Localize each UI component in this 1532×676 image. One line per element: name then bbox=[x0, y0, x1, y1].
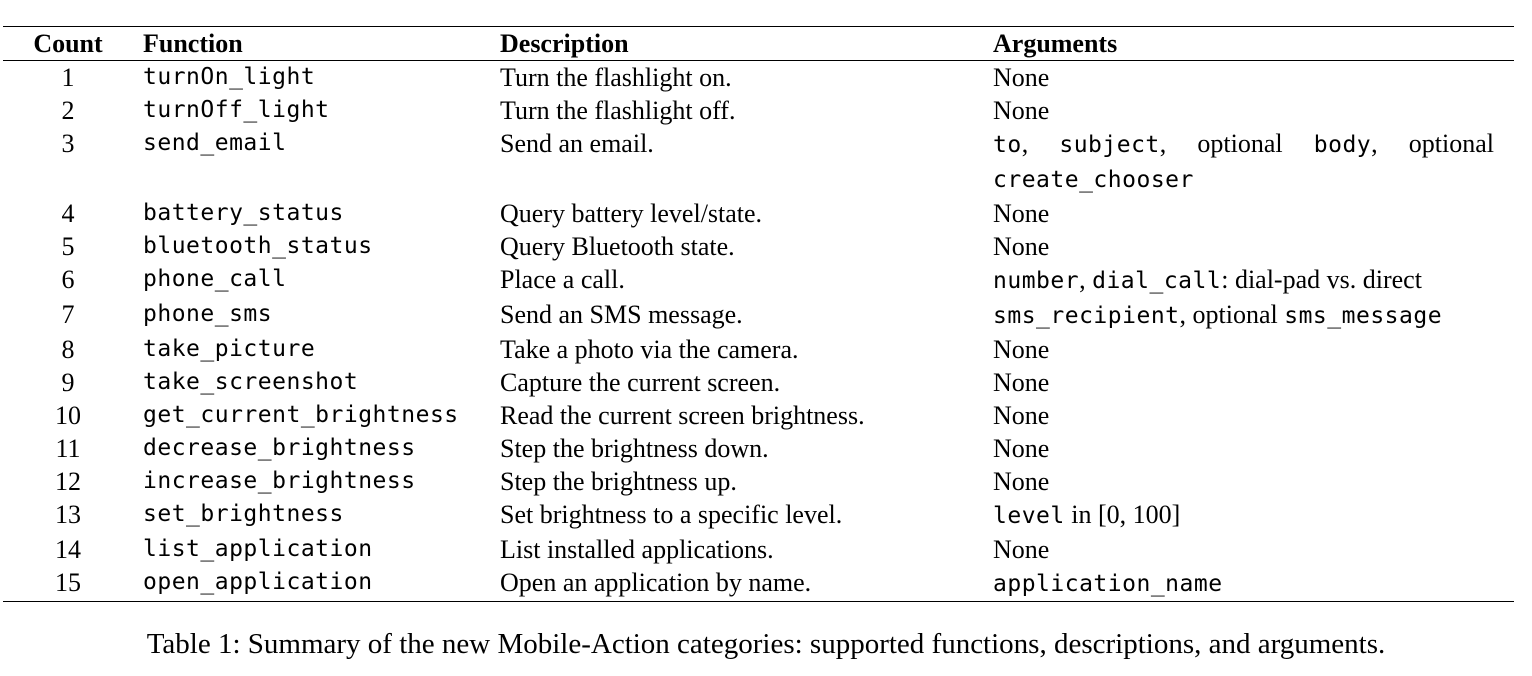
cell-function: get_current_brightness bbox=[143, 402, 459, 428]
table-row bbox=[3, 230, 1514, 263]
functions-table-container bbox=[3, 26, 1514, 602]
argument-text: , optional bbox=[1159, 129, 1314, 158]
header-function: Function bbox=[143, 29, 243, 58]
cell-function: take_screenshot bbox=[143, 369, 359, 395]
cell-arguments bbox=[983, 432, 1514, 465]
cell-description: Place a call. bbox=[500, 265, 625, 294]
argument-text: None bbox=[993, 199, 1050, 228]
table-row bbox=[3, 298, 1514, 333]
cell-description: Send an SMS message. bbox=[500, 300, 743, 329]
cell-description: Step the brightness up. bbox=[500, 467, 737, 496]
cell-count: 2 bbox=[61, 96, 75, 125]
cell-arguments bbox=[983, 94, 1514, 127]
cell-arguments bbox=[983, 333, 1514, 366]
functions-table bbox=[3, 26, 1514, 602]
cell-arguments bbox=[983, 366, 1514, 399]
argument-name: to bbox=[993, 132, 1022, 158]
table-row bbox=[3, 399, 1514, 432]
table-row bbox=[3, 197, 1514, 230]
header-count: Count bbox=[33, 29, 103, 58]
cell-description: Send an email. bbox=[500, 129, 654, 158]
cell-function: battery_status bbox=[143, 200, 344, 226]
cell-description: List installed applications. bbox=[500, 535, 774, 564]
cell-arguments bbox=[983, 298, 1514, 333]
argument-text: None bbox=[993, 232, 1050, 261]
cell-count: 9 bbox=[61, 368, 75, 397]
cell-count: 14 bbox=[55, 535, 81, 564]
argument-name: number bbox=[993, 268, 1080, 294]
cell-function: turnOff_light bbox=[143, 97, 330, 123]
argument-text: in [0, 100] bbox=[1064, 500, 1181, 529]
table-row bbox=[3, 432, 1514, 465]
cell-arguments bbox=[983, 566, 1514, 602]
cell-description: Query Bluetooth state. bbox=[500, 232, 735, 261]
cell-count: 1 bbox=[61, 63, 75, 92]
argument-name: sms_recipient bbox=[993, 303, 1180, 329]
cell-function: decrease_brightness bbox=[143, 435, 416, 461]
table-row bbox=[3, 61, 1514, 95]
argument-name: sms_message bbox=[1284, 303, 1443, 329]
cell-description: Step the brightness down. bbox=[500, 434, 769, 463]
cell-count: 12 bbox=[55, 467, 81, 496]
argument-text: None bbox=[993, 535, 1050, 564]
cell-description: Turn the flashlight off. bbox=[500, 96, 736, 125]
cell-count: 3 bbox=[61, 129, 75, 158]
table-row bbox=[3, 127, 1514, 197]
table-body bbox=[3, 61, 1514, 602]
table-row bbox=[3, 94, 1514, 127]
argument-text: None bbox=[993, 335, 1050, 364]
cell-count: 11 bbox=[55, 434, 81, 463]
cell-function: list_application bbox=[143, 536, 373, 562]
argument-text: None bbox=[993, 434, 1050, 463]
table-caption: Table 1: Summary of the new Mobile-Action categories: supported functions, descriptions, and arguments. bbox=[146, 628, 1386, 660]
header-description: Description bbox=[500, 29, 629, 58]
cell-function: take_picture bbox=[143, 336, 316, 362]
argument-text: None bbox=[993, 96, 1050, 125]
cell-function: turnOn_light bbox=[143, 64, 316, 90]
cell-count: 4 bbox=[61, 199, 75, 228]
argument-text: , bbox=[1021, 129, 1060, 158]
argument-text: : dial-pad vs. direct bbox=[1221, 265, 1422, 294]
cell-description: Set brightness to a specific level. bbox=[500, 500, 843, 529]
table-row bbox=[3, 465, 1514, 498]
cell-count: 5 bbox=[61, 232, 75, 261]
cell-arguments bbox=[983, 230, 1514, 263]
argument-name: dial_call bbox=[1092, 268, 1222, 294]
cell-arguments bbox=[983, 263, 1514, 298]
header-arguments: Arguments bbox=[993, 29, 1118, 58]
cell-count: 8 bbox=[61, 335, 75, 364]
cell-description: Open an application by name. bbox=[500, 568, 812, 597]
argument-name: level bbox=[993, 503, 1065, 529]
table-header bbox=[3, 27, 1514, 61]
argument-text: None bbox=[993, 63, 1050, 92]
argument-text: None bbox=[993, 368, 1050, 397]
cell-count: 6 bbox=[61, 265, 75, 294]
cell-arguments bbox=[983, 127, 1514, 197]
cell-arguments bbox=[983, 465, 1514, 498]
cell-function: phone_call bbox=[143, 266, 287, 292]
cell-arguments bbox=[983, 399, 1514, 432]
cell-description: Capture the current screen. bbox=[500, 368, 781, 397]
argument-name: subject bbox=[1059, 132, 1160, 158]
table-row bbox=[3, 566, 1514, 602]
table-row bbox=[3, 263, 1514, 298]
table-row bbox=[3, 333, 1514, 366]
cell-arguments bbox=[983, 197, 1514, 230]
argument-text: None bbox=[993, 467, 1050, 496]
cell-description: Turn the flashlight on. bbox=[500, 63, 732, 92]
argument-text: None bbox=[993, 401, 1050, 430]
cell-description: Query battery level/state. bbox=[500, 199, 763, 228]
argument-name: application_name bbox=[993, 571, 1223, 597]
argument-text: , bbox=[1079, 265, 1093, 294]
cell-function: open_application bbox=[143, 569, 373, 595]
cell-description: Take a photo via the camera. bbox=[500, 335, 799, 364]
cell-arguments bbox=[983, 498, 1514, 533]
header-row bbox=[3, 27, 1514, 61]
cell-count: 15 bbox=[55, 568, 81, 597]
cell-function: increase_brightness bbox=[143, 468, 416, 494]
argument-name: create_chooser bbox=[993, 167, 1194, 193]
argument-text: , optional bbox=[1371, 129, 1494, 158]
cell-arguments bbox=[983, 61, 1514, 95]
table-row bbox=[3, 366, 1514, 399]
cell-arguments bbox=[983, 533, 1514, 566]
cell-description: Read the current screen brightness. bbox=[500, 401, 865, 430]
cell-function: send_email bbox=[143, 130, 287, 156]
cell-function: bluetooth_status bbox=[143, 233, 373, 259]
table-row bbox=[3, 498, 1514, 533]
argument-name: body bbox=[1313, 132, 1372, 158]
cell-count: 10 bbox=[55, 401, 81, 430]
table-row bbox=[3, 533, 1514, 566]
argument-text: , optional bbox=[1179, 300, 1285, 329]
cell-function: set_brightness bbox=[143, 501, 344, 527]
cell-function: phone_sms bbox=[143, 301, 273, 327]
cell-count: 13 bbox=[55, 500, 81, 529]
cell-count: 7 bbox=[61, 300, 75, 329]
